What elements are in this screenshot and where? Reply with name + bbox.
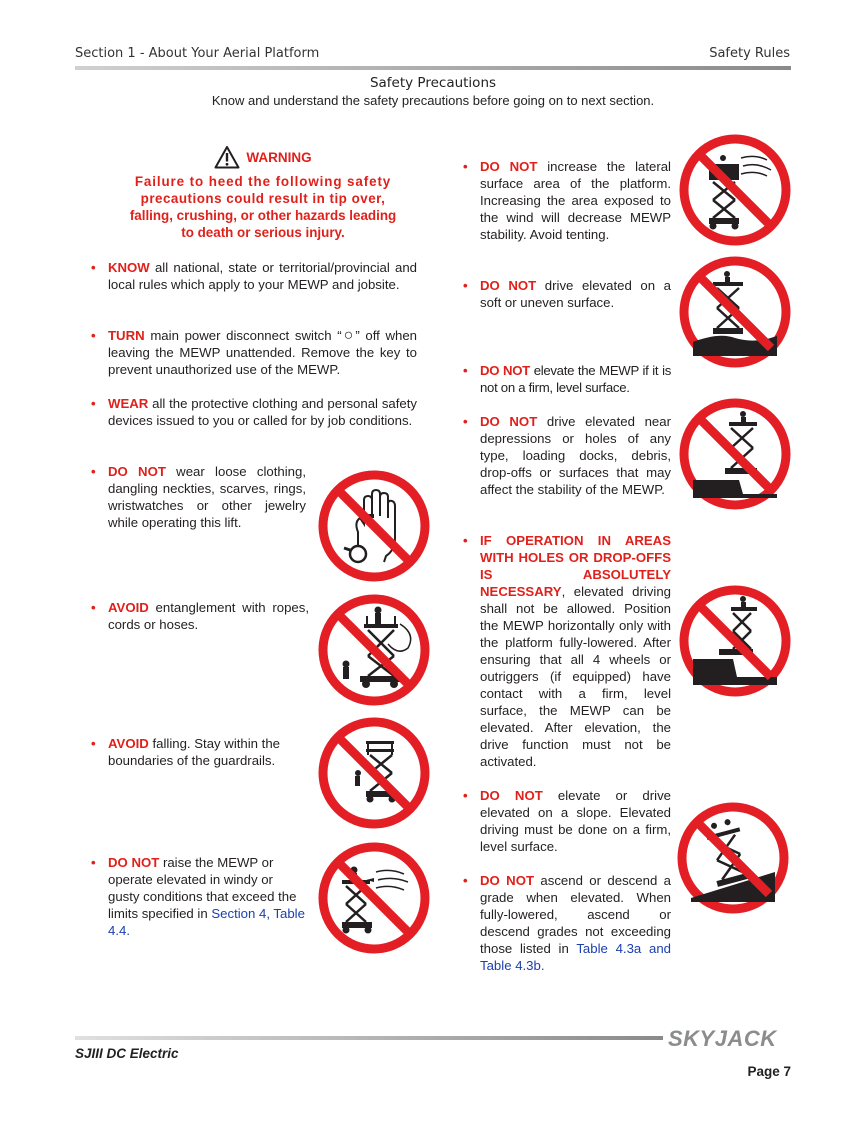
- warning-triangle-icon: [214, 145, 240, 169]
- rule-no-windy-operation: • DO NOT raise the MEWP or operate elevated in windy or gusty conditions that exceed the limits specified in Section 4, Table 4.4.: [91, 855, 305, 938]
- no-depressions-prohibition-icon: [679, 398, 791, 510]
- power-off-symbol: ○: [341, 327, 356, 344]
- header-chapter-title: Safety Rules: [709, 46, 790, 61]
- header-section-title: Section 1 - About Your Aerial Platform: [75, 46, 320, 61]
- no-windy-conditions-prohibition-icon: [318, 842, 430, 954]
- no-slope-prohibition-icon: [677, 802, 789, 914]
- no-entanglement-prohibition-icon: [318, 594, 430, 706]
- section-4-table-link[interactable]: Section 4, Table 4.4: [108, 906, 305, 938]
- rule-avoid-entanglement: • AVOID entanglement with ropes, cords or hoses.: [91, 600, 309, 632]
- footer-divider: [75, 1036, 663, 1040]
- rule-firm-level-surface: • DO NOT elevate the MEWP if it is not on a firm, level surface.: [463, 363, 671, 395]
- rule-wear-protective-gear: • WEAR all the protective clothing and personal safety devices issued to you or called for by job conditions.: [91, 396, 417, 428]
- warning-line: Failure to heed the following safety: [134, 174, 392, 189]
- rule-no-depressions: • DO NOT drive elevated near depressions or holes of any type, loading docks, debris, drop-offs or surfaces that may affect the stability of the MEWP.: [463, 414, 671, 497]
- rule-no-grade-elevated: • DO NOT ascend or descend a grade when elevated. When fully-lowered, ascend or descend grades not exceeding those listed in Table 4.3a and Table 4.3b.: [463, 873, 671, 973]
- footer-model-name: SJIII DC Electric: [75, 1046, 179, 1061]
- rule-no-loose-clothing: • DO NOT wear loose clothing, dangling neckties, scarves, rings, wristwatches or other jewelry while operating this lift.: [91, 464, 306, 530]
- rule-no-soft-surface: • DO NOT drive elevated on a soft or uneven surface.: [463, 278, 671, 310]
- rule-know-local-rules: • KNOW all national, state or territorial/provincial and local rules which apply to your MEWP and jobsite.: [91, 260, 417, 292]
- header-divider: [75, 66, 791, 70]
- warning-label: WARNING: [246, 149, 312, 165]
- rule-turn-off-power: • TURN main power disconnect switch “○” off when leaving the MEWP unattended. Remove the key to prevent unauthorized use of the MEWP.: [91, 327, 418, 377]
- no-falling-prohibition-icon: [318, 717, 430, 829]
- rule-drop-off-operation: • IF OPERATION IN AREAS WITH HOLES OR DROP-OFFS IS ABSOLUTELY NECESSARY, elevated driving shall not be allowed. Position the MEWP horizontally only with the platform fully-lowered. After ensuring that all 4 wheels or outriggers (if equipped) have contact with a firm, level surface, the MEWP can be elevated. After elevation, the drive function must not be activated.: [463, 533, 671, 769]
- no-jewelry-prohibition-icon: [318, 470, 430, 582]
- warning-line: precautions could result in tip over,: [140, 191, 386, 206]
- no-soft-surface-prohibition-icon: [679, 256, 791, 368]
- skyjack-logo: SKYJACK: [668, 1026, 777, 1051]
- section-title: Safety Precautions: [369, 75, 497, 91]
- warning-line: to death or serious injury.: [181, 225, 345, 240]
- rule-avoid-falling: • AVOID falling. Stay within the boundaries of the guardrails.: [91, 736, 281, 768]
- section-subtitle: Know and understand the safety precautions before going on to next section.: [211, 93, 655, 108]
- table-4-3-link[interactable]: Table 4.3a and Table 4.3b: [480, 941, 671, 973]
- rule-no-lateral-area: • DO NOT increase the lateral surface area of the platform. Increasing the area exposed to the wind will decrease MEWP stability. Avoid tenting.: [463, 159, 671, 242]
- no-tenting-prohibition-icon: [679, 134, 791, 246]
- warning-box: [108, 145, 418, 241]
- warning-line: falling, crushing, or other hazards leading: [129, 208, 397, 223]
- no-drop-off-prohibition-icon: [679, 585, 791, 697]
- rule-no-slope: • DO NOT elevate or drive elevated on a slope. Elevated driving must be done on a firm, level surface.: [463, 788, 671, 854]
- page-number: Page 7: [747, 1064, 791, 1079]
